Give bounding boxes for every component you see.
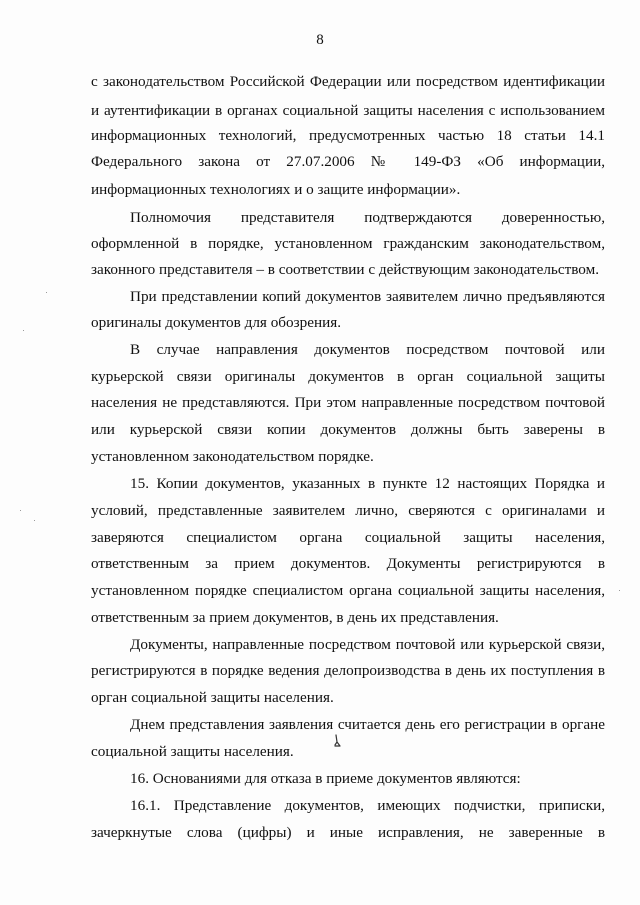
text-line: 15. Копии документов, указанных в пункте 12 настоящих Порядка и (130, 475, 605, 492)
text-line: Федерального закона от 27.07.2006 № 149-ФЗ «Об информации, (91, 153, 605, 170)
page-number: 8 (316, 32, 324, 48)
text-line: с законодательством Российской Федерации или посредством идентификации (91, 73, 605, 90)
text-line: оформленной в порядке, установленном гражданским законодательством, (91, 235, 605, 252)
text-line: установленном порядке специалистом органа социальной защиты населения, (91, 582, 605, 599)
scan-speck (34, 520, 35, 521)
scan-speck (23, 330, 24, 331)
text-line: информационных технологиях и о защите информации». (91, 181, 461, 198)
text-line: курьерской связи оригиналы документов в орган социальной защиты (91, 368, 605, 385)
text-line: социальной защиты населения. (91, 743, 294, 760)
scan-speck (20, 510, 21, 511)
text-line: ответственным за прием документов, в день их представления. (91, 609, 499, 626)
text-line: условий, представленные заявителем лично, сверяются с оригиналами и (91, 502, 605, 519)
text-line: 16.1. Представление документов, имеющих подчистки, приписки, (130, 797, 605, 814)
text-line: информационных технологий, предусмотренных частью 18 статьи 14.1 (91, 127, 605, 144)
text-line: 16. Основаниями для отказа в приеме документов являются: (130, 770, 521, 787)
text-line: Документы, направленные посредством почтовой или курьерской связи, (130, 636, 605, 653)
text-line: заверяются специалистом органа социальной защиты населения, (91, 529, 605, 546)
scan-speck (619, 590, 620, 591)
text-line: При представлении копий документов заявителем лично предъявляются (130, 288, 605, 305)
text-line: и аутентификации в органах социальной защиты населения с использованием (91, 102, 605, 119)
text-line: законного представителя – в соответствии с действующим законодательством. (91, 261, 600, 278)
text-line: Полномочия представителя подтверждаются доверенностью, (130, 209, 605, 226)
text-line: ответственным за прием документов. Документы регистрируются в (91, 555, 605, 572)
text-line: или курьерской связи копии документов должны быть заверены в (91, 421, 605, 438)
text-line: зачеркнутые слова (цифры) и иные исправления, не заверенные в (91, 824, 605, 841)
text-line: В случае направления документов посредством почтовой или (130, 341, 605, 358)
scan-speck (46, 292, 47, 293)
text-line: оригиналы документов для обозрения. (91, 314, 341, 331)
text-line: орган социальной защиты населения. (91, 689, 334, 706)
pen-mark-icon (333, 734, 343, 750)
text-line: населения не представляются. При этом направленные посредством почтовой (91, 394, 605, 411)
text-line: Днем представления заявления считается день его регистрации в органе (130, 716, 605, 733)
text-line: установленном законодательством порядке. (91, 448, 374, 465)
text-line: регистрируются в порядке ведения делопроизводства в день их поступления в (91, 662, 605, 679)
